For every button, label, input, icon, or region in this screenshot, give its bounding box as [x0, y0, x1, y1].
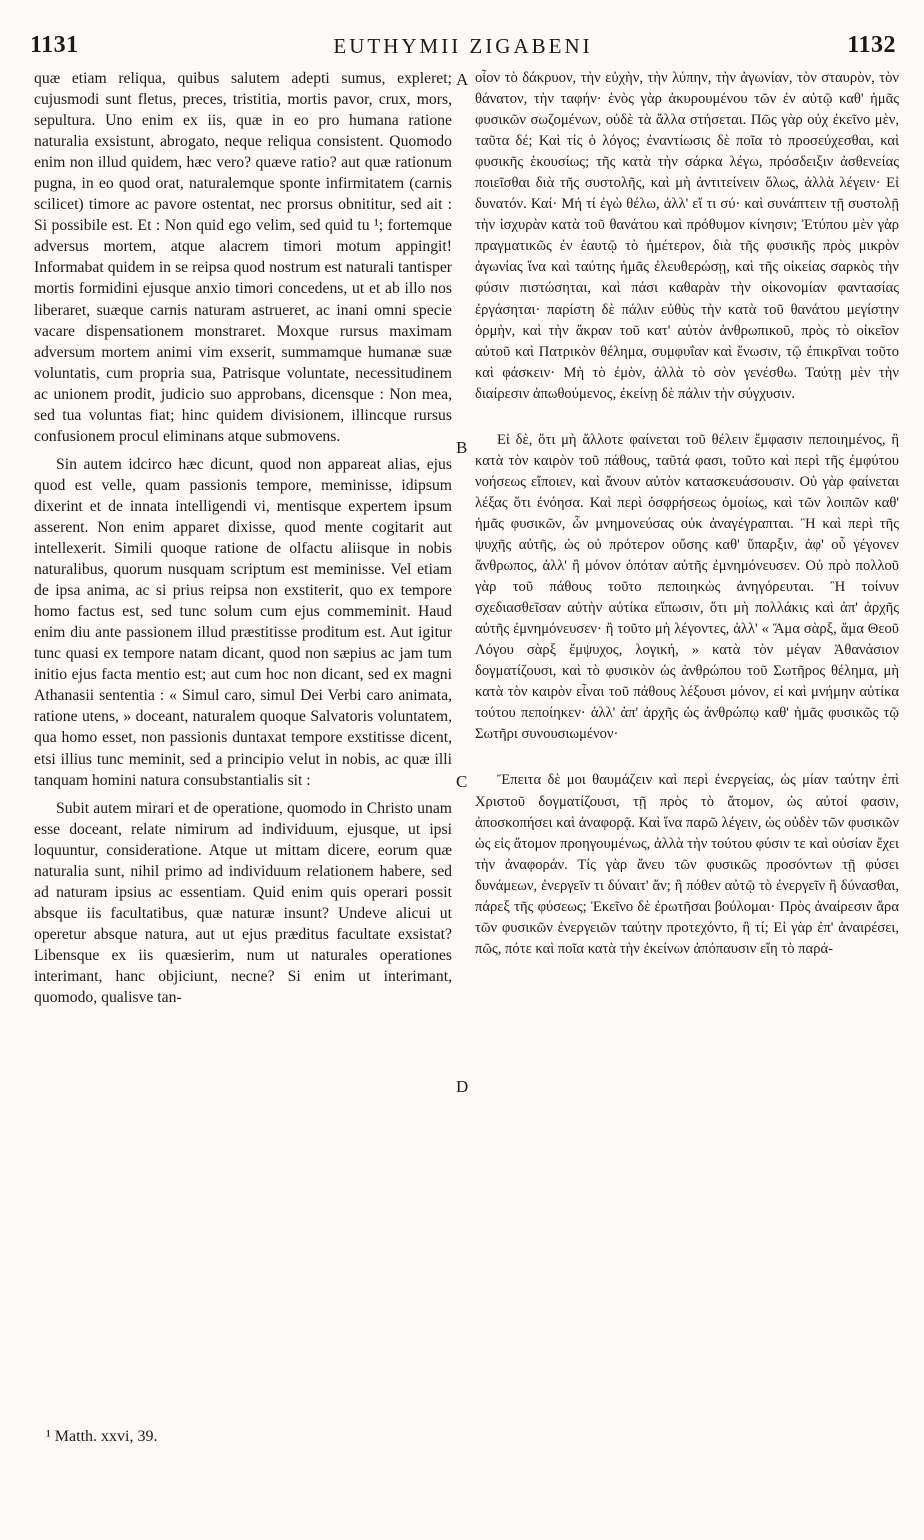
- margin-letter-c: C: [456, 772, 468, 791]
- latin-paragraph-3: Subit autem mirari et de operatione, quomodo in Christo unam esse doceant, relate nimirum ad individuum, ejusque, ut ipsi loquuntur, consideratione. Atque ut mittam dicere, eorum quæ naturalia sunt, nihil primo ad individuum relationem habere, sed ad naturam ipsius ac essentiam. Quid enim quis operari possit absque iis facultatibus, quæ naturæ insunt? Undeve alicui ut operetur absque natura, aut ut ejus præditus facultate exsistat? Libensque ex iis quæsierim, num ut naturales operationes interimant, hanc objiciunt, necne? Si enim ut interimant, quomodo, qualisve tan-: [34, 799, 452, 1007]
- page-header: [30, 26, 896, 60]
- greek-paragraph-2: Εἰ δὲ, ὅτι μὴ ἄλλοτε φαίνεται τοῦ θέλειν ἔμφασιν πεποιημένος, ἢ κατὰ τὸν καιρὸν τοῦ πάθους, ταῦτά φασι, τοῦτο καὶ περὶ τῆς ἐμφύτου νοήσεως εἴποιεν, καὶ ἄνουν αὐτὸν κατασκευάσουσιν. Οὐ γὰρ φαίνεται λέξας ὅτι ἐνόησα. Καὶ περὶ ὀσφρήσεως ὁμοίως, καὶ τῶν λοιπῶν καθ' ἡμᾶς φυσικῶν, ὧν μνημονεύσας οὐκ ἀναγέγραπται. Ἢ καὶ περὶ τῆς ψυχῆς αὐτῆς, ὡς οὐ πρότερον οὔσης καθ' ὕπαρξιν, ἀφ' οὗ γέγονεν ἄνθρωπος, ἀλλ' ἢ μόνον ὁπόταν αὐτῆς ἐμνημόνευσεν. Οὐ πρὸ πολλοῦ γὰρ τοῦ πάθους τοῦτο πεποιηκὼς ἀνηγόρευται. Ἢ τοίνυν σχεδιασθεῖσαν αὐτὴν αὐτίκα εἴπωσιν, ὅτι μὴ πολλάκις καὶ ἀπ' ἀρχῆς αὐτῆς ἐμνημόνευσεν· ἢ τοῦτο μὴ λέγοντες, ἀλλ' « Ἅμα σὰρξ, ἅμα Θεοῦ Λόγου σὰρξ ἔμψυχος, λογική, » κατὰ τὸν μέγαν Ἀθανάσιον δογματίζουσι, καὶ τὸ φυσικὸν ὡς ἀνθρώπου τοῦ Σωτῆρος θέλημα, μὴ κατὰ τὸν καιρὸν εἶναι τοῦ πάθους λέξουσι μόνον, εἰ καὶ μνήμην αὐτίκα τούτου πεποίηκεν· ἀλλ' ἀπ' ἀρχῆς ὡς ἀνθρώπῳ καθ' ἡμᾶς φυσικῶς τῷ Σωτῆρι συνουσιωμένον·: [475, 431, 899, 743]
- latin-paragraph-1: quæ etiam reliqua, quibus salutem adepti sumus, expleret; cujusmodi sunt fletus, preces, tristitia, mortis pavor, crux, mors, sepultura. Uno enim ex iis, quæ in eo pro humana ratione naturalia exsistunt, abrogato, neque reliqua consistent. Quomodo enim non illud quidem, hæc vero? quæve ratio? aut quæ rationum pugna, in eo quod orat, naturalemque sponte infirmitatem (carnis scilicet) timore ac pavore ostentat, nec prorsus obnititur, sed ait : Si possibile est. Et : Non quid ego velim, sed quid tu ¹; fortemque adversus mortem, atque alacrem timori motum appingit! Informabat quidem in se reipsa quod nostrum est naturali tantisper mortis formidini ejusque anxio timori concedens, ut et ab illo nos liberaret, suæque carnis naturam astrueret, ac inani omni specie vacare dispensationem monstraret. Moxque rursus maximam adversum mortem animi vim exserit, summamque humanæ suæ voluntatis, cum propria sua, Patrisque voluntate, necessitudinem ac unionem prodit, judicio suo approbans, dicensque : Non mea, sed tua voluntas fiat; hinc quidem divisionem, illincque rursus confusionem procul eliminans atque submovens.: [34, 70, 452, 445]
- page-number-right: 1132: [847, 32, 896, 58]
- greek-paragraph-3: Ἔπειτα δὲ μοι θαυμάζειν καὶ περὶ ἐνεργείας, ὡς μίαν ταύτην ἐπὶ Χριστοῦ δογματίζουσι, τῇ πρὸς τὸ ἄτομον, ὡς αὐτοί φασιν, ἀποσκοπήσει καὶ ἀναφορᾷ. Καὶ ἵνα παρῶ λέγειν, ὡς οὐδὲν τῶν φυσικῶν ὡς εἰς ἄτομον προηγουμένως, ἀλλὰ τὴν τούτου φύσιν τε καὶ οὐσίαν ἔχει τὴν ἀναφοράν. Τίς γὰρ ἄνευ τῶν φυσικῶς προσόντων τῇ φύσει δυνάμεων, ἐνεργεῖν τι δύναιτ' ἄν; ἢ πόθεν αὐτῷ τὸ ἐνεργεῖν ἢ δύνασθαι, πάρεξ τῆς φύσεως; Ἐκεῖνο δὲ ἐρωτῆσαι βούλομαι· Πρὸς ἀναίρεσιν ἄρα τῶν φυσικῶν ἐνεργειῶν ταύτην προτεχόντο, ἢ τί; Εἰ γὰρ ἐπ' ἀναιρέσει, πῶς, πότε καὶ ποῖα κατὰ τὴν ἐκείνων ἀπόπαυσιν εἴη τὸ παρά-: [475, 772, 899, 957]
- page-number-left: 1131: [30, 32, 79, 58]
- margin-letter-a: A: [456, 70, 469, 89]
- greek-column: [475, 68, 899, 960]
- latin-paragraph-2: Sin autem idcirco hæc dicunt, quod non appareat alias, ejus quod est velle, quam passionis tempore, meminisse, idipsum dixerint et de innata intelligendi vi, mentisque expertem ipsum asserent. Non enim apparet dixisse, quod mente cogitarit aut intellexerit. Simili quoque ratione de olfactu aliisque in nobis naturalibus, quorum nusquam scriptum est meminisse. Vel etiam de ipsa anima, ac si prius reipsa non exstiterit, quo ex tempore homo factus est, sed tunc solum cum ejus commeminit. Haud enim diu ante passionem illud præstitisse proditum est. Aut igitur tunc quasi ex tempore natam dicant, quod non sæpius ac jam tum initio ejus facta mentio est; aut cum hoc non dicant, sed ex magni Athanasii sententia : « Simul caro, simul Dei Verbi caro animata, ratione utens, » doceant, naturalem quoque Salvatoris voluntatem, qua homo esset, non passionis duntaxat tempore exstitisse dicent, etsi illius tunc meminit, sed a principio velut in nobis, ac quæ illi tanquam homini natura consubstantialis sit :: [34, 455, 452, 789]
- margin-letter-b: B: [456, 438, 468, 457]
- footnote: ¹ Matth. xxvi, 39.: [46, 1428, 158, 1445]
- margin-letter-d: D: [456, 1077, 469, 1096]
- running-title: EUTHYMII ZIGABENI: [333, 34, 593, 58]
- greek-paragraph-1: οἷον τὸ δάκρυον, τὴν εὐχὴν, τὴν λύπην, τὴν ἀγωνίαν, τὸν σταυρὸν, τὸν θάνατον, τὴν ταφήν· ἑνὸς γὰρ ἀκυρουμένου τῶν ἐν αὐτῷ καθ' ἡμᾶς φυσικῶν σωζομένων, οὐδὲ τὰ ἄλλα στήσεται. Πῶς γὰρ οὐχ ἐκεῖνο μὲν, ταῦτα δέ; Καὶ τίς ὁ λόγος; ἐναντίωσις δὲ ποῖα τὸ προσεύχεσθαι, καὶ φυσικῆς ἑκουσίως; τῆς κατὰ τὴν σάρκα λέγω, πρόσδειξιν ἀσθενείας ποιεῖσθαι διὰ τῆς συστολῆς, καὶ μὴ ἀντιτείνειν ὅλως, ἀλλὰ λέγειν· Εἰ δυνατόν. Καί· Μή τί ἐγὼ θέλω, ἀλλ' εἴ τι σύ· καὶ συνάπτειν τῇ συστολῇ τὴν ἰσχυρὰν κατὰ τοῦ θανάτου καὶ πρόθυμον κίνησιν; Ἐτύπου μὲν γὰρ πραγματικῶς ἐν ἑαυτῷ τὸ ἡμέτερον, διὰ τῆς φυσικῆς πρὸς μικρὸν ἀγωνίας ἵνα καὶ ταύτης ἡμᾶς ἐλευθερώσῃ, καὶ τῆς οἰκείας σαρκὸς τὴν φύσιν πιστώσηται, καὶ πάσι καθαρὰν τὴν οἰκονομίαν φαντασίας ἐργάσηται· παρίστη δὲ πάλιν εὐθὺς τὴν κατὰ τοῦ θανάτου μεγίστην ὁρμὴν, καὶ τὴν ἄκραν τοῦ κατ' αὐτὸν ἀνθρωπικοῦ, πρὸς τὸ οἰκεῖον αὐτοῦ καὶ Πατρικὸν θέλημα, συμφυΐαν καὶ ἕνωσιν, τῷ ἐπικρῖναι τοῦτο καὶ φάσκειν· Μὴ τὸ ἐμὸν, ἀλλὰ τὸ σὸν γενέσθω. Ταύτῃ μὲν τὴν διαίρεσιν ἀπωθούμενος, ἐκείνῃ δὲ πάλιν τὴν σύγχυσιν.: [475, 70, 899, 402]
- latin-column: [34, 68, 452, 1008]
